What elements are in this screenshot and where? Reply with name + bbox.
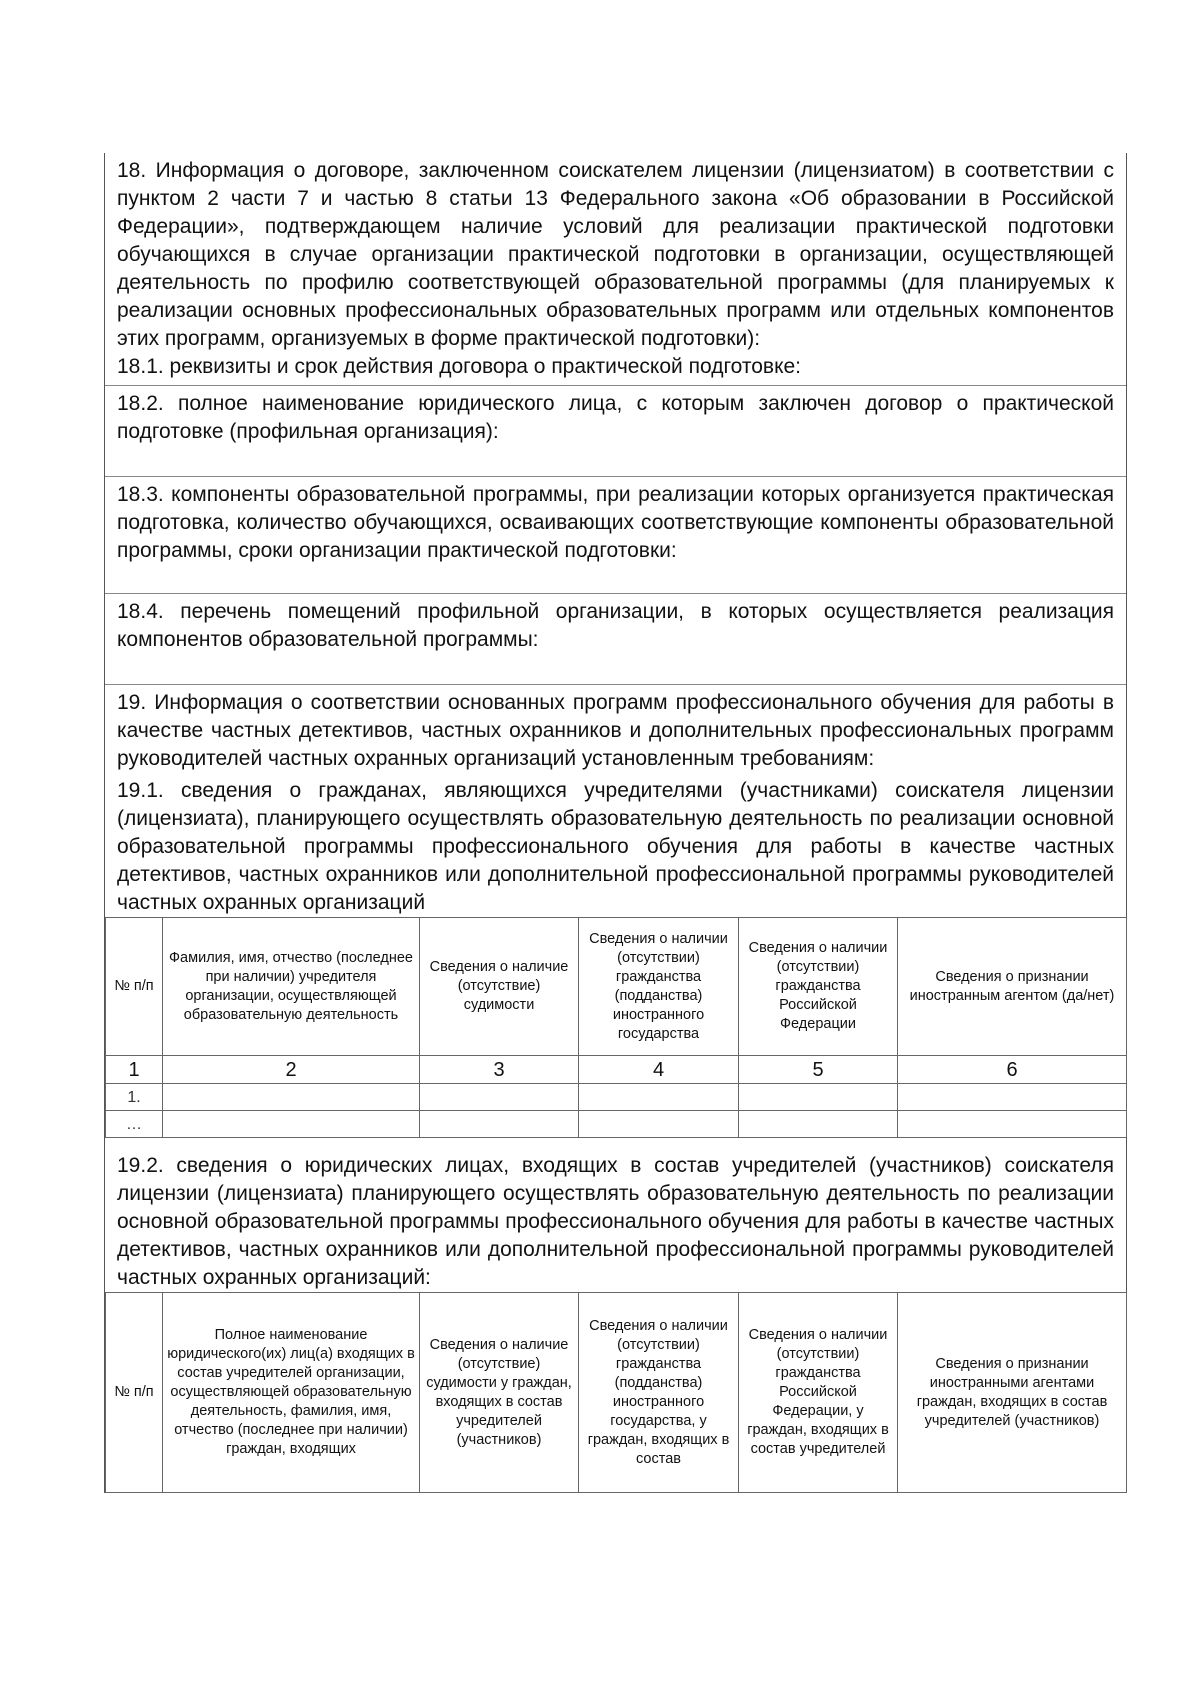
table-cell bbox=[579, 1111, 739, 1138]
table-cell bbox=[739, 1111, 898, 1138]
col-header: № п/п bbox=[106, 918, 163, 1056]
row-number: … bbox=[106, 1111, 163, 1138]
section-18-text: 18. Информация о договоре, заключенном соискателем лицензии (лицензиатом) в соответствии с пунктом 2 части 7 и частью 8 статьи 13 Федерального закона «Об образовании в Российской Федерации», подтверждающем наличие условий для реализации практической подготовки обучающихся в случае организации практической подготовки в организации, осуществляющей деятельность по профилю соответствующей образовательной программы (для планируемых к реализации основных профессиональных образовательных программ или отдельных компонентов этих программ, организуемых в форме практической подготовки): bbox=[117, 159, 1114, 350]
section-19-text: 19. Информация о соответствии основанных программ профессионального обучения для работы в качестве частных детективов, частных охранников и дополнительных профессиональных программ руководителей частных охранных организаций установленным требованиям: bbox=[117, 691, 1114, 770]
col-number: 2 bbox=[163, 1056, 420, 1084]
col-header: Полное наименование юридического(их) лиц(а) входящих в состав учредителей организации, осуществляющей образовательную деятельность, фамилия, имя, отчество (последнее при наличии) граждан, входящих bbox=[163, 1293, 420, 1493]
col-header: № п/п bbox=[106, 1293, 163, 1493]
section-18-4-text: 18.4. перечень помещений профильной организации, в которых осуществляется реализация компонентов образовательной программы: bbox=[117, 600, 1114, 651]
table-cell bbox=[163, 1111, 420, 1138]
col-header: Сведения о наличие (отсутствие) судимости bbox=[420, 918, 579, 1056]
col-number: 4 bbox=[579, 1056, 739, 1084]
col-header: Сведения о наличие (отсутствие) судимости у граждан, входящих в состав учредителей (участников) bbox=[420, 1293, 579, 1493]
section-18-3 bbox=[105, 476, 1126, 593]
col-number: 6 bbox=[898, 1056, 1127, 1084]
col-header: Сведения о наличии (отсутствии) гражданства Российской Федерации, у граждан, входящих в состав учредителей bbox=[739, 1293, 898, 1493]
table-cell bbox=[739, 1084, 898, 1111]
table-row bbox=[106, 1084, 1127, 1111]
table-19-1 bbox=[105, 917, 1127, 1138]
section-19-1-text: 19.1. сведения о гражданах, являющихся учредителями (участниками) соискателя лицензии (лицензиата), планирующего осуществлять образовательную деятельность по реализации основной образовательной программы профессионального обучения для работы в качестве частных детективов, частных охранников или дополнительной профессиональной программы руководителей частных охранных организаций bbox=[117, 779, 1114, 914]
col-header: Сведения о наличии (отсутствии) гражданства (подданства) иностранного государства, у граждан, входящих в состав bbox=[579, 1293, 739, 1493]
table-cell bbox=[163, 1084, 420, 1111]
col-header: Сведения о признании иностранным агентом (да/нет) bbox=[898, 918, 1127, 1056]
col-header: Сведения о признании иностранными агентами граждан, входящих в состав учредителей (участников) bbox=[898, 1293, 1127, 1493]
form-frame bbox=[104, 153, 1127, 1493]
table-cell bbox=[898, 1111, 1127, 1138]
table-header-row bbox=[106, 918, 1127, 1056]
table-cell bbox=[579, 1084, 739, 1111]
section-18-2-text: 18.2. полное наименование юридического лица, с которым заключен договор о практической подготовке (профильная организация): bbox=[117, 392, 1114, 443]
col-header: Сведения о наличии (отсутствии) гражданства (подданства) иностранного государства bbox=[579, 918, 739, 1056]
col-number: 5 bbox=[739, 1056, 898, 1084]
column-number-row bbox=[106, 1056, 1127, 1084]
section-18-1-text: 18.1. реквизиты и срок действия договора о практической подготовке: bbox=[117, 355, 802, 378]
section-19-2 bbox=[105, 1138, 1126, 1493]
table-19-2 bbox=[105, 1292, 1127, 1493]
section-19-2-text: 19.2. сведения о юридических лицах, входящих в состав учредителей (участников) соискателя лицензии (лицензиата) планирующего осуществлять образовательную деятельность по реализации основной образовательной программы профессионального обучения для работы в качестве частных детективов, частных охранников или дополнительной профессиональной программы руководителей частных охранных организаций: bbox=[117, 1154, 1114, 1289]
table-cell bbox=[420, 1111, 579, 1138]
table-header-row bbox=[106, 1293, 1127, 1493]
section-18-2 bbox=[105, 385, 1126, 476]
table-cell bbox=[898, 1084, 1127, 1111]
row-number: 1. bbox=[106, 1084, 163, 1111]
col-header: Сведения о наличии (отсутствии) гражданства Российской Федерации bbox=[739, 918, 898, 1056]
col-number: 3 bbox=[420, 1056, 579, 1084]
section-19 bbox=[105, 684, 1126, 1138]
section-18 bbox=[105, 153, 1126, 385]
section-18-3-text: 18.3. компоненты образовательной программы, при реализации которых организуется практическая подготовка, количество обучающихся, осваивающих соответствующие компоненты образовательной программы, сроки организации практической подготовки: bbox=[117, 483, 1114, 562]
table-row bbox=[106, 1111, 1127, 1138]
section-18-4 bbox=[105, 593, 1126, 684]
col-number: 1 bbox=[106, 1056, 163, 1084]
table-cell bbox=[420, 1084, 579, 1111]
col-header: Фамилия, имя, отчество (последнее при наличии) учредителя организации, осуществляющей образовательную деятельность bbox=[163, 918, 420, 1056]
